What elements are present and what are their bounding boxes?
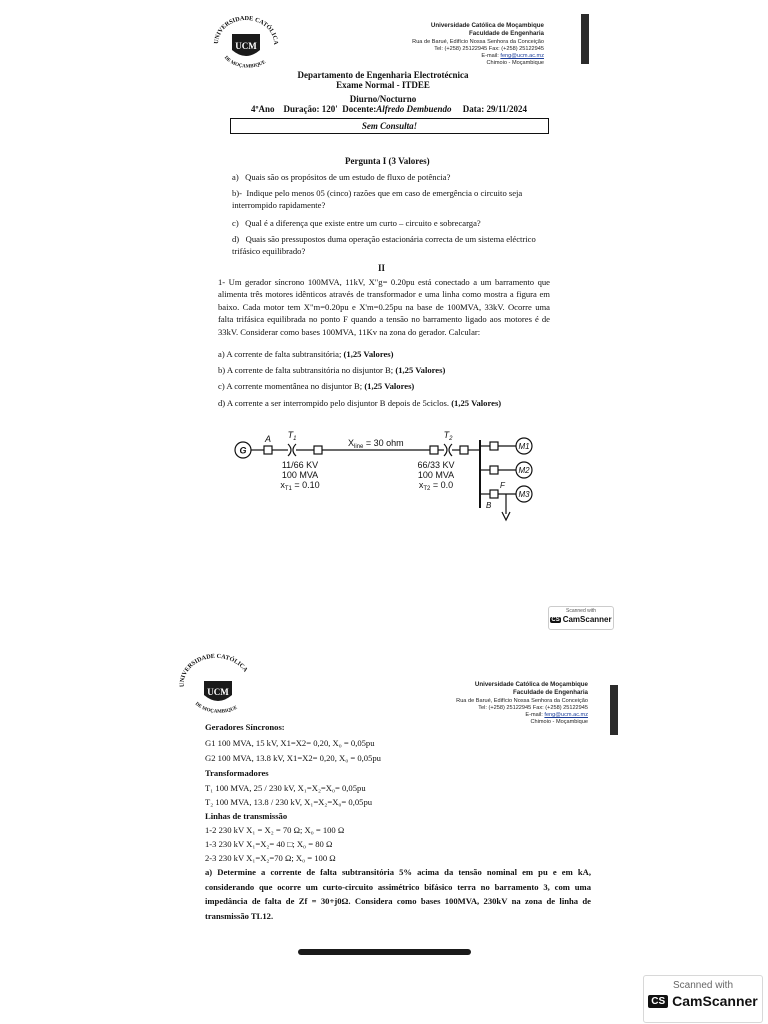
motor-1-label: M1: [518, 442, 530, 451]
breaker-t2-symbol: [430, 446, 438, 454]
line-1-3: 1-3 230 kV X₁=X₂= 40 □; X₀ = 80 Ω: [205, 839, 333, 849]
camscanner-icon-large: CS: [648, 995, 668, 1008]
transformer-t2-symbol: [444, 444, 452, 456]
breaker-a-label: A: [264, 434, 272, 444]
t2-ratio: 66/33 KV: [417, 460, 455, 470]
transformer-t1: T₁ 100 MVA, 25 / 230 kV, X₁=X₂=X₀= 0,05pu: [205, 783, 366, 793]
camscanner-watermark-small: Scanned with CS CamScanner: [548, 606, 614, 630]
generator-label: G: [239, 445, 247, 456]
logo-ring-top: UNIVERSIDADE CATÓLICA: [212, 14, 280, 46]
exam-date: Data: 29/11/2024: [462, 104, 527, 114]
generators-title: Geradores Síncronos:: [205, 722, 285, 732]
university-address-block-page2: Universidade Católica de Moçambique Faculdade de Engenharia Rua de Barué, Edifício Nossa Senhora da Conceição Tel: (+258) 25122945 Fax: (+258) 25122945 E-mail: feng@ucm.ac.mz Chimoio - Moçambique: [456, 681, 588, 726]
university-logo: [210, 12, 282, 68]
city: Chimoio - Moçambique: [486, 60, 544, 67]
section2-title: II: [378, 263, 386, 273]
email-label: E-mail:: [481, 53, 499, 60]
scan-edge-mark-page2: [610, 685, 618, 735]
section2-item-d: d) A corrente a ser interrompido pelo disjuntor B depois de 5ciclos. (1,25 Valores): [218, 398, 502, 408]
lines-title: Linhas de transmissão: [205, 811, 288, 821]
department-title: Departamento de Engenharia Electrotécnica: [297, 70, 469, 80]
year: 4ºAno: [251, 104, 275, 114]
t1-ratio: 11/66 KV: [281, 460, 319, 470]
svg-text:T1: $T_1$: [287, 430, 297, 442]
section2-item-b: b) A corrente de falta subtransitória no disjuntor B; (1,25 Valores): [218, 365, 446, 375]
motor-2-label: M2: [518, 466, 530, 475]
generator-g1: G1 100 MVA, 15 kV, X1=X2= 0,20, X₀ = 0,05pu: [205, 738, 375, 748]
camscanner-watermark: Scanned with CS CamScanner: [643, 975, 763, 1023]
svg-text:Xline = 30 ohm: $X_{line} = 30$ ohm: [348, 438, 404, 450]
one-line-diagram: [228, 428, 548, 528]
generator-g2: G2 100 MVA, 13.8 kV, X1=X2= 0,20, X₀ = 0,05pu: [205, 753, 381, 763]
university-logo-page2: [178, 651, 258, 717]
duration: Duração: 120': [283, 104, 338, 114]
transformer-t2: T₂ 100 MVA, 13.8 / 230 kV, X₁=X₂=X₀= 0,05pu: [205, 797, 373, 807]
line-1-2: 1-2 230 kV X₁ = X₂ = 70 Ω; X₀ = 100 Ω: [205, 825, 345, 835]
lecturer-name: Alfredo Dembuendo: [376, 104, 452, 114]
question-a: a) Quais são os propósitos de um estudo de fluxo de potência?: [232, 172, 451, 182]
section2-item-c: c) A corrente momentânea no disjuntor B; (1,25 Valores): [218, 381, 415, 391]
svg-text:DE MOÇAMBIQUE: [223, 55, 268, 68]
svg-text:xT2 = 0.0: $x_{T2} = 0.0$: [418, 480, 454, 492]
fault-label: F: [500, 481, 505, 490]
camscanner-icon: CS: [551, 616, 560, 623]
svg-text:xT1 = 0.10: $x_{T1} = 0.10$: [280, 480, 320, 492]
section1-title: Pergunta I (3 Valores): [345, 156, 430, 166]
scan-edge-mark: [581, 14, 589, 64]
university-name: Universidade Católica de Moçambique: [430, 22, 544, 29]
breaker-t1-symbol: [314, 446, 322, 454]
line-2-3: 2-3 230 kV X₁=X₂=70 Ω; X₀ = 100 Ω: [205, 853, 336, 863]
faculty-name: Faculdade de Engenharia: [469, 30, 544, 38]
shift: Diurno/Nocturno: [349, 94, 417, 104]
breaker-a-symbol: [264, 446, 272, 454]
svg-text:UCM: UCM: [207, 687, 229, 697]
t2-rating: 100 MVA: [417, 470, 455, 480]
lecturer-label: Docente:: [342, 104, 377, 114]
breaker-b-label: B: [486, 501, 492, 510]
breaker-bus-symbol: [460, 446, 468, 454]
email-link-page2[interactable]: feng@ucm.ac.mz: [544, 712, 588, 719]
svg-text:T2: $T_2$: [443, 430, 453, 442]
transformers-title: Transformadores: [205, 768, 269, 778]
question-d: d) Quais são pressupostos duma operação estacionária correcta de um sistema eléctrico trifásico equilibrado?: [232, 234, 536, 257]
page2-question-a: a) Determine a corrente de falta subtransitória 5% acima da tensão nominal em pu e em kA, considerando que ocorre um curto-circuito assimétrico bifásico terra no barramento 3, com uma impedância de falta de Zf = 30+j0Ω. Considera como bases 100MVA, 230kV na zona de linha de transmissão TL12.: [205, 867, 591, 921]
phone: Tel: (+258) 25122945 Fax: (+258) 25122945: [434, 45, 544, 52]
exam-page-1[interactable]: [148, 0, 618, 632]
motor-3-label: M3: [518, 490, 530, 499]
svg-text:UNIVERSIDADE CATÓLICA: UNIVERSIDADE CATÓLICA: [178, 652, 249, 688]
no-consult-box: Sem Consulta!: [230, 118, 549, 134]
logo-ring-bottom: DE MOÇAMBIQUE: [222, 55, 267, 68]
page-scrubber[interactable]: [298, 949, 471, 955]
transformer-t1-symbol: [288, 444, 296, 456]
exam-title: Exame Normal - ITDEE: [336, 80, 430, 90]
university-address-block: [324, 22, 544, 68]
exam-page-2[interactable]: [148, 645, 618, 965]
breaker-b-symbol: [490, 490, 498, 498]
address: Rua de Barué, Edifício Nossa Senhora da Conceição: [412, 38, 544, 45]
exam-meta: [251, 104, 527, 114]
section2-intro: 1- Um gerador síncrono 100MVA, 11kV, X"g= 0.20pu está conectado a um barramento que alimenta três motores idênticos através de transformador e uma linha como mostra a figura em baixo. Cada motor tem X"m=0.20pu e X'm=0.25pu na base de 100MVA, 33kV. Ocorre uma falta trifásica equilibrada no ponto F quando a tensão no barramento ligado aos motores é de 33kV. Considerar como bases 100MVA, 11Kv na zona do gerador. Calcular:: [218, 277, 550, 337]
section2-item-a: a) A corrente de falta subtransitória; (1,25 Valores): [218, 349, 394, 359]
email-link[interactable]: feng@ucm.ac.mz: [500, 53, 544, 60]
logo-mark: UCM: [235, 41, 257, 51]
t1-rating: 100 MVA: [281, 470, 319, 480]
question-b: b)- Indique pelo menos 05 (cinco) razões que em caso de emergência o circuito seja interrompido rapidamente?: [232, 188, 523, 211]
svg-text:DE MOÇAMBIQUE: DE MOÇAMBIQUE: [193, 701, 239, 715]
question-c: c) Qual é a diferença que existe entre um curto – circuito e sobrecarga?: [232, 218, 481, 228]
